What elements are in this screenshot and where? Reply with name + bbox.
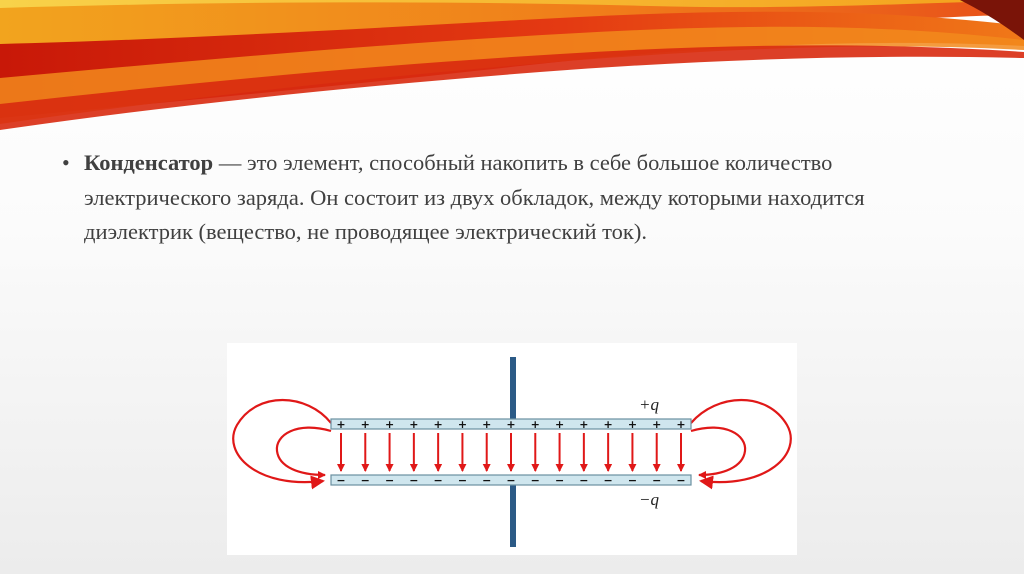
fringe-field-line-left-outer xyxy=(233,400,331,482)
minus-charge-sign: − xyxy=(652,474,662,487)
plus-charge-sign: + xyxy=(457,418,468,431)
plus-charge-sign: + xyxy=(506,418,516,431)
plus-charge-sign: + xyxy=(433,418,443,431)
decorative-banner xyxy=(0,0,1024,130)
plus-charge-sign: + xyxy=(627,418,638,431)
plus-charge-sign: + xyxy=(554,418,565,431)
bullet-item xyxy=(62,146,962,250)
field-arrows xyxy=(341,433,681,471)
minus-charge-sign: − xyxy=(627,474,638,487)
minus-charge-sign: − xyxy=(433,474,443,487)
plus-charge-sign: + xyxy=(530,418,540,431)
fringe-field-line-left-inner xyxy=(277,428,331,475)
fringe-field-line-right-inner xyxy=(691,428,745,475)
plus-charge-sign: + xyxy=(579,418,589,431)
top-lead xyxy=(510,357,516,423)
minus-charge-sign: − xyxy=(409,474,419,487)
negative-charge-label: −q xyxy=(639,490,659,509)
minus-charge-sign: − xyxy=(603,474,613,487)
minus-signs xyxy=(336,474,685,487)
minus-charge-sign: − xyxy=(457,474,468,487)
bottom-lead xyxy=(510,485,516,547)
plus-charge-sign: + xyxy=(336,418,346,431)
plus-charge-sign: + xyxy=(652,418,662,431)
bullet-text-block xyxy=(62,146,962,250)
plus-charge-sign: + xyxy=(384,418,395,431)
capacitor-figure xyxy=(227,343,797,555)
minus-charge-sign: − xyxy=(384,474,395,487)
plus-charge-sign: + xyxy=(603,418,613,431)
bullet-description: — это элемент, способный накопить в себе большое количество электрического заряда. Он состоит из двух обкладок, между которыми находится диэлектрик (вещество, не проводящее электрический ток). xyxy=(84,150,865,244)
plus-charge-sign: + xyxy=(360,418,370,431)
minus-charge-sign: − xyxy=(360,474,370,487)
plus-charge-sign: + xyxy=(676,418,686,431)
minus-charge-sign: − xyxy=(554,474,565,487)
bullet-icon: • xyxy=(62,150,70,175)
plus-charge-sign: + xyxy=(409,418,419,431)
fringe-field-line-right-outer xyxy=(691,400,791,482)
bullet-paragraph xyxy=(84,146,962,250)
minus-charge-sign: − xyxy=(506,474,516,487)
minus-charge-sign: − xyxy=(676,474,686,487)
minus-charge-sign: − xyxy=(336,474,346,487)
minus-charge-sign: − xyxy=(579,474,589,487)
plus-signs xyxy=(336,418,685,431)
minus-charge-sign: − xyxy=(530,474,540,487)
minus-charge-sign: − xyxy=(482,474,492,487)
plus-charge-sign: + xyxy=(482,418,492,431)
bullet-term: Конденсатор xyxy=(84,150,214,175)
positive-charge-label: +q xyxy=(639,395,659,414)
